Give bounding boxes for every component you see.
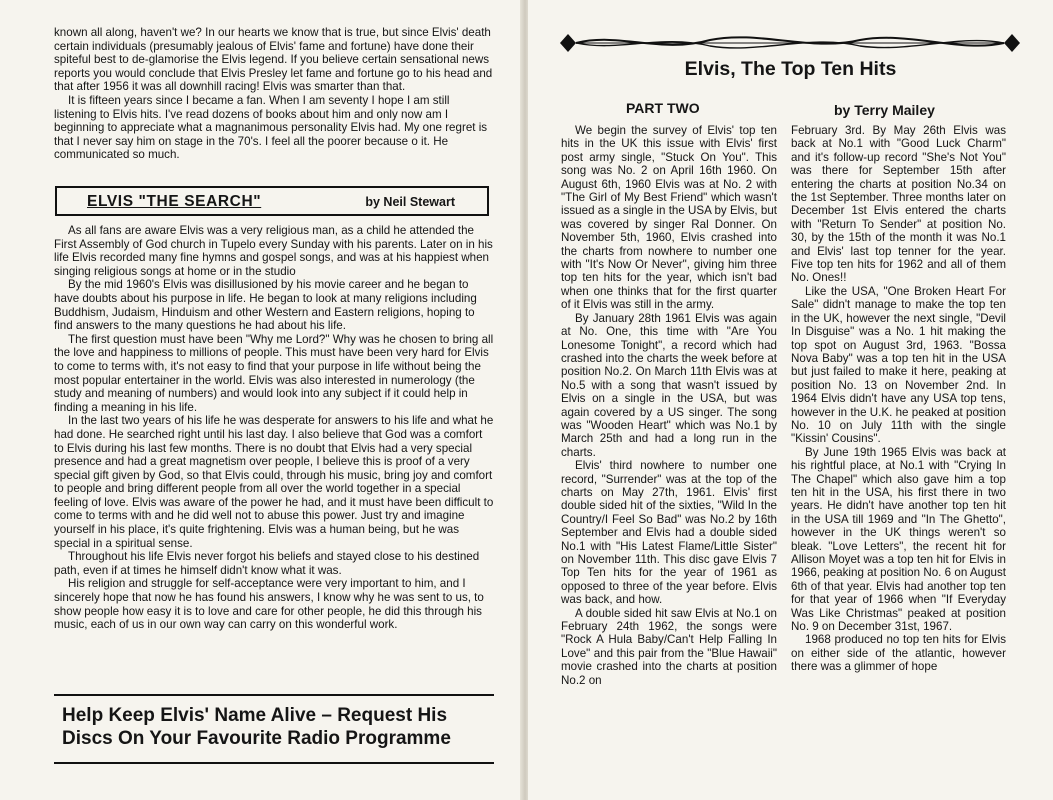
article-column-1 bbox=[561, 124, 777, 687]
request-banner bbox=[54, 694, 494, 764]
article-paragraph: We begin the survey of Elvis' top ten hits in the UK this issue with Elvis' first post army single, "Stuck On You". This song was No. 2 on April 16th 1960. On August 6th, 1960 Elvis was at No. 2 with "The Girl of My Best Friend" which wasn't issued as a single in the USA by Elvis, but was covered by singer Ral Donner. On November 5th, 1960, Elvis crashed into the charts from nowhere to number one with "It's Now Or Never", giving him three top ten hits for the year, which isn't bad when one thinks that for the first quarter of it Elvis was still in the army. bbox=[561, 124, 777, 312]
article-column-2 bbox=[791, 124, 1006, 674]
search-article-body bbox=[54, 224, 494, 632]
article-paragraph: Throughout his life Elvis never forgot his beliefs and stayed close to his destined path, even if at times he himself didn't know what it was. bbox=[54, 550, 480, 577]
article-paragraph: 1968 produced no top ten hits for Elvis on either side of the atlantic, however there was a glimmer of hope bbox=[791, 633, 1006, 674]
article-paragraph: February 3rd. By May 26th Elvis was back at No.1 with "Good Luck Charm" and it's follow-up record "She's Not You" was there for September 15th after entering the charts at position No.34 on the 1st September. Three months later on December 1st Elvis entered the charts with "Return To Sender" at position No. 30, by the 15th of the month it was No.1 and Elvis' last top tenner for the year. Five top ten hits for 1962 and all of them No. Ones!! bbox=[791, 124, 1006, 285]
top-ten-title: Elvis, The Top Ten Hits bbox=[684, 58, 897, 80]
request-banner-text: Help Keep Elvis' Name Alive – Request His Discs On Your Favourite Radio Programme bbox=[62, 705, 451, 749]
right-page bbox=[528, 0, 1053, 800]
article-paragraph: His religion and struggle for self-acceptance were very important to him, and I sincerely hope that now he has found his answers, I know why he was sent to us, to show people how easy it is to love and care for other people, he did this through his music, each of us in our own way can carry on this wonderful work. bbox=[54, 577, 484, 632]
article-paragraph: By June 19th 1965 Elvis was back at his rightful place, at No.1 with "Crying In The Chapel" which also gave him a top ten hit in the USA, his first there in two years. He didn't have another top ten hit in the USA till 1969 and "In The Ghetto", however in the UK things weren't so bleak. "Love Letters", the recent hit for Allison Moyet was a top ten hit for Elvis in 1966, peaking at position No. 6 on August 6th of that year. Elvis had another top ten for that year of 1966 when "If Everyday Was Like Christmas" peaked at position No. 9 on December 31st, 1967. bbox=[791, 445, 1006, 634]
search-article-byline: by Neil Stewart bbox=[365, 195, 455, 209]
article-paragraph: The first question must have been "Why me Lord?" Why was he chosen to bring all the love and happiness to millions of people. This must have been very hard for Elvis to come to terms with, it's not easy to find that your purpose in life without being the most popular entertainer in the world. Elvis was also interested in numerology (the study and meaning of numbers) and would look into any subject if it could help in finding a meaning in his life. bbox=[54, 332, 494, 414]
left-page bbox=[0, 0, 522, 800]
article-paragraph: A double sided hit saw Elvis at No.1 on February 24th 1962, the songs were "Rock A Hula Baby/Can't Help Falling In Love" and this pair from the "Blue Hawaii" movie crashed into the charts at position No.2 on bbox=[561, 606, 777, 687]
article-paragraph: Elvis' third nowhere to number one record, "Surrender" was at the top of the charts on May 27th, 1961. Elvis' first double sided hit of the sixties, "Wild In the Country/I Feel So Bad" was No.2 by 16th September and Elvis had a double sided No.1 with "His Latest Flame/Little Sister" on November 11th. This disc gave Elvis 7 Top Ten hits for the year of 1961 as opposed to three of the year before. Elvis was back, and how. bbox=[561, 459, 777, 607]
article-paragraph: In the last two years of his life he was desperate for answers to his life and what he had done. He searched right until his last day. I also believe that God was a comfort to Elvis during his last few months. There is no doubt that Elvis had a very special presence and had a great magnetism over people, I believe this is proof of a very special gift given by God, so that Elvis could, through his music, bring joy and comfort to people and bring different people from all over the world together in a special feeling of love. Elvis was aware of the power he had, and it must have been difficult to come to terms with and he did well not to abuse this power. Just try and imagine yourself in his place, it's quite frightening. Elvis was a human being, but he was special in a spiritual sense. bbox=[54, 414, 494, 550]
top-ten-byline: by Terry Mailey bbox=[834, 102, 935, 118]
article-paragraph: Like the USA, "One Broken Heart For Sale" didn't manage to make the top ten in the UK, however the next single, "Devil In Disguise" was a No. 1 hit making the top spot on August 3rd, 1963. "Bossa Nova Baby" was a top ten hit in the USA but just failed to make it here, peaking at position No. 13 on November 2nd. In 1964 Elvis didn't have any USA top tens, however in the U.K. he peaked at position No. 10 on July 11th with the single "Kissin' Cousins". bbox=[791, 284, 1006, 446]
search-article-title: ELVIS "THE SEARCH" bbox=[87, 193, 262, 210]
article-paragraph: By January 28th 1961 Elvis was again at No. One, this time with "Are You Lonesome Tonight", a record which had crashed into the charts the week before at position No.2. On March 11th Elvis was at No.5 with a song that wasn't issued by Elvis on a single in the USA, but was again covered by a US singer. The song was "Wooden Heart" which was No.1 by March 25th and had a long run in the charts. bbox=[561, 311, 777, 459]
diamond-border-ornament bbox=[560, 28, 1020, 58]
intro-paragraph: It is fifteen years since I became a fan. When I am seventy I hope I am still listening to Elvis hits. I've read dozens of books about him and only now am I beginning to appreciate what a magnanimous personality Elvis had. My one regret is that I never say him on stage in the 70's. I feel all the poorer because o it. He communicated so much. bbox=[54, 93, 488, 162]
article-paragraph: By the mid 1960's Elvis was disillusioned by his movie career and he began to have doubts about his purpose in life. He began to look at many religions including Buddhism, Judaism, Hinduism and other Western and Eastern religions, hoping to find answers to the many questions he had about his life. bbox=[54, 278, 477, 333]
part-label: PART TWO bbox=[626, 100, 700, 116]
search-article-header bbox=[55, 186, 489, 216]
intro-paragraph: known all along, haven't we? In our hearts we know that is true, but since Elvis' death certain individuals (presumably jealous of Elvis' fame and fortune) have done their spiteful best to de-glamorise the Elvis legend. If you believe certain sensational news reports you would conclude that Elvis Presley let fame and fortune go to his head and that after 1956 it was all downhill racing! Elvis was smarter than that. bbox=[54, 26, 493, 94]
article-paragraph: As all fans are aware Elvis was a very religious man, as a child he attended the First Assembly of God church in Tupelo every Sunday with his parents. Later on in his life Elvis recorded many fine hymns and gospel songs, and was at his happiest when singing religious songs at home or in the studio bbox=[54, 224, 493, 278]
intro-text bbox=[54, 26, 494, 162]
